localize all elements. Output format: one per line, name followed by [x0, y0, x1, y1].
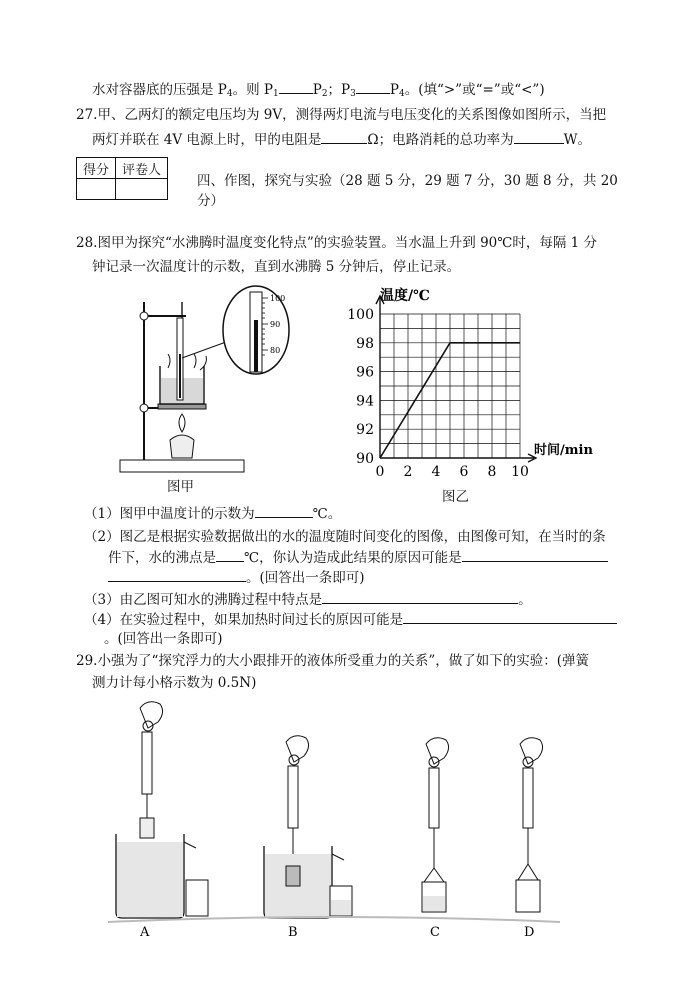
q29-line1: 29.小强为了“探究浮力的大小跟排开的液体所受重力的关系”，做了如下的实验：(弹簧 — [76, 653, 590, 669]
q28-text: （4）在实验过程中，如果加热时间过长的原因可能是 — [84, 612, 404, 628]
thermo-mercury — [254, 320, 258, 372]
q28-text: 。(回答出一条即可) — [246, 570, 365, 586]
answer-blank[interactable] — [279, 80, 313, 94]
figure-a-caption: 图甲 — [167, 479, 194, 495]
subscript: 4 — [226, 89, 233, 99]
thermo-tick-label: 90 — [270, 320, 281, 329]
stand-base — [120, 460, 244, 472]
bucket-handle — [424, 868, 444, 882]
q28-text: （3）由乙图可知水的沸腾过程中特点是 — [84, 592, 323, 608]
answer-blank[interactable] — [321, 130, 367, 144]
object-block — [140, 818, 154, 838]
answer-blank[interactable] — [403, 610, 617, 624]
q28-text: 件下，水的沸点是 — [108, 550, 216, 566]
ring-knob — [140, 404, 148, 412]
x-tick-label: 2 — [403, 464, 413, 480]
subscript: 2 — [321, 89, 328, 99]
y-axis-label: 温度/℃ — [380, 288, 430, 304]
answer-blank[interactable] — [514, 130, 564, 144]
x-tick-label: 0 — [375, 464, 385, 480]
label-c: C — [430, 925, 440, 940]
q26-text: P — [312, 82, 322, 98]
alcohol-lamp — [170, 435, 194, 458]
label-a: A — [140, 925, 150, 940]
section4-title-cont: 分） — [197, 193, 224, 209]
q28-line1: 28.图甲为探究“水沸腾时温度变化特点”的实验装置。当水温上升到 90℃时，每隔 1 分 — [76, 235, 598, 251]
wire-gauze — [158, 404, 206, 409]
x-tick-label: 8 — [487, 464, 497, 480]
score-label: 得分 — [77, 158, 116, 179]
spring-scale — [523, 768, 533, 828]
bucket-handle — [518, 864, 538, 880]
magnified-thermometer — [220, 284, 292, 380]
x-axis-label: 时间/min — [534, 443, 593, 458]
spout — [332, 854, 344, 860]
temperature-chart — [336, 282, 593, 492]
q28-part4-line2: 。(回答出一条即可) — [104, 631, 223, 647]
q28-part1 — [84, 504, 341, 523]
setup-c — [422, 738, 449, 912]
spring-scale — [288, 766, 298, 828]
score-cell[interactable] — [77, 179, 116, 200]
thermo-tick-label: 80 — [270, 346, 281, 355]
setup-d — [516, 738, 543, 912]
q26-text: 水对容器底的压强是 P — [92, 82, 227, 98]
flame — [179, 414, 185, 432]
q28-part3 — [84, 590, 532, 609]
q26-text: P — [389, 82, 399, 98]
y-tick-label: 96 — [356, 364, 374, 381]
q26-text: ；P — [327, 82, 351, 98]
x-tick-label: 4 — [431, 464, 441, 480]
subscript: 3 — [350, 89, 356, 99]
answer-blank[interactable] — [216, 548, 244, 562]
water — [117, 842, 183, 917]
q28-line2: 钟记录一次温度计的示数，直到水沸腾 5 分钟后，停止记录。 — [92, 259, 461, 275]
y-tick-label: 98 — [356, 335, 374, 352]
q26-text: 。(填“>”或“=”或“<”) — [404, 82, 545, 98]
q28-text: 。 — [518, 592, 532, 608]
score-box — [76, 157, 168, 200]
q28-part2-line2 — [108, 548, 608, 567]
q28-text: （1）图甲中温度计的示数为 — [84, 506, 255, 522]
figure-b-caption: 图乙 — [442, 489, 469, 505]
q28-part2-line3 — [108, 568, 365, 587]
q28-text: ℃。 — [312, 506, 342, 522]
spring-scale — [142, 732, 152, 794]
spring-scale — [429, 768, 439, 828]
displaced-water — [331, 900, 351, 915]
x-tick-label: 10 — [511, 464, 529, 480]
label-b: B — [288, 925, 298, 940]
answer-blank[interactable] — [255, 504, 313, 518]
subscript: 4 — [398, 89, 405, 99]
x-tick-label: 6 — [459, 464, 469, 480]
chart-ticks — [347, 307, 529, 480]
y-tick-label: 92 — [356, 422, 374, 439]
answer-blank[interactable] — [322, 590, 518, 604]
chart-axes — [376, 296, 536, 462]
section4-title: 四、作图，探究与实验（28 题 5 分，29 题 7 分，30 题 8 分，共 20 — [197, 173, 618, 189]
q28-part4-line1 — [84, 610, 617, 629]
q29-line2: 测力计每小格示数为 0.5N) — [92, 675, 257, 691]
bucket — [516, 880, 540, 912]
setup-a — [116, 702, 208, 918]
thermo-tick-label: 100 — [270, 294, 286, 303]
q28-part2-line1: （2）图乙是根据实验数据做出的水的温度随时间变化的图像，由图像可知，在当时的条 — [84, 529, 606, 545]
q26-tail-line — [92, 80, 545, 103]
setup-b — [264, 736, 352, 918]
label-d: D — [524, 925, 535, 940]
q28-text: ℃，你认为造成此结果的原因可能是 — [244, 550, 462, 566]
q27-text: W。 — [563, 132, 592, 148]
spout — [184, 842, 196, 848]
y-tick-label: 94 — [356, 393, 374, 410]
y-tick-label: 90 — [356, 451, 374, 467]
q27-text: 两灯并联在 4V 电源上时，甲的电阻是 — [92, 132, 322, 148]
answer-blank[interactable] — [462, 548, 608, 562]
subscript: 1 — [272, 89, 279, 99]
answer-blank[interactable] — [108, 568, 246, 582]
bucket-water — [423, 896, 445, 911]
buoyancy-experiment-figure — [100, 696, 570, 942]
q27-line1: 27.甲、乙两灯的额定电压均为 9V，测得两灯电流与电压变化的关系图像如图所示，当把 — [76, 107, 607, 123]
small-cup — [186, 880, 208, 916]
object-block — [286, 866, 300, 886]
clamp-knob — [140, 312, 148, 320]
grader-cell[interactable] — [116, 179, 168, 200]
q26-text: 。则 P — [232, 82, 273, 98]
answer-blank[interactable] — [356, 80, 390, 94]
grader-label: 评卷人 — [116, 158, 168, 179]
chart-grid — [380, 314, 520, 458]
y-tick-label: 100 — [347, 307, 374, 323]
q27-text: Ω；电路消耗的总功率为 — [367, 132, 514, 148]
q27-line2 — [92, 130, 591, 149]
thermometer-liquid — [179, 354, 181, 398]
